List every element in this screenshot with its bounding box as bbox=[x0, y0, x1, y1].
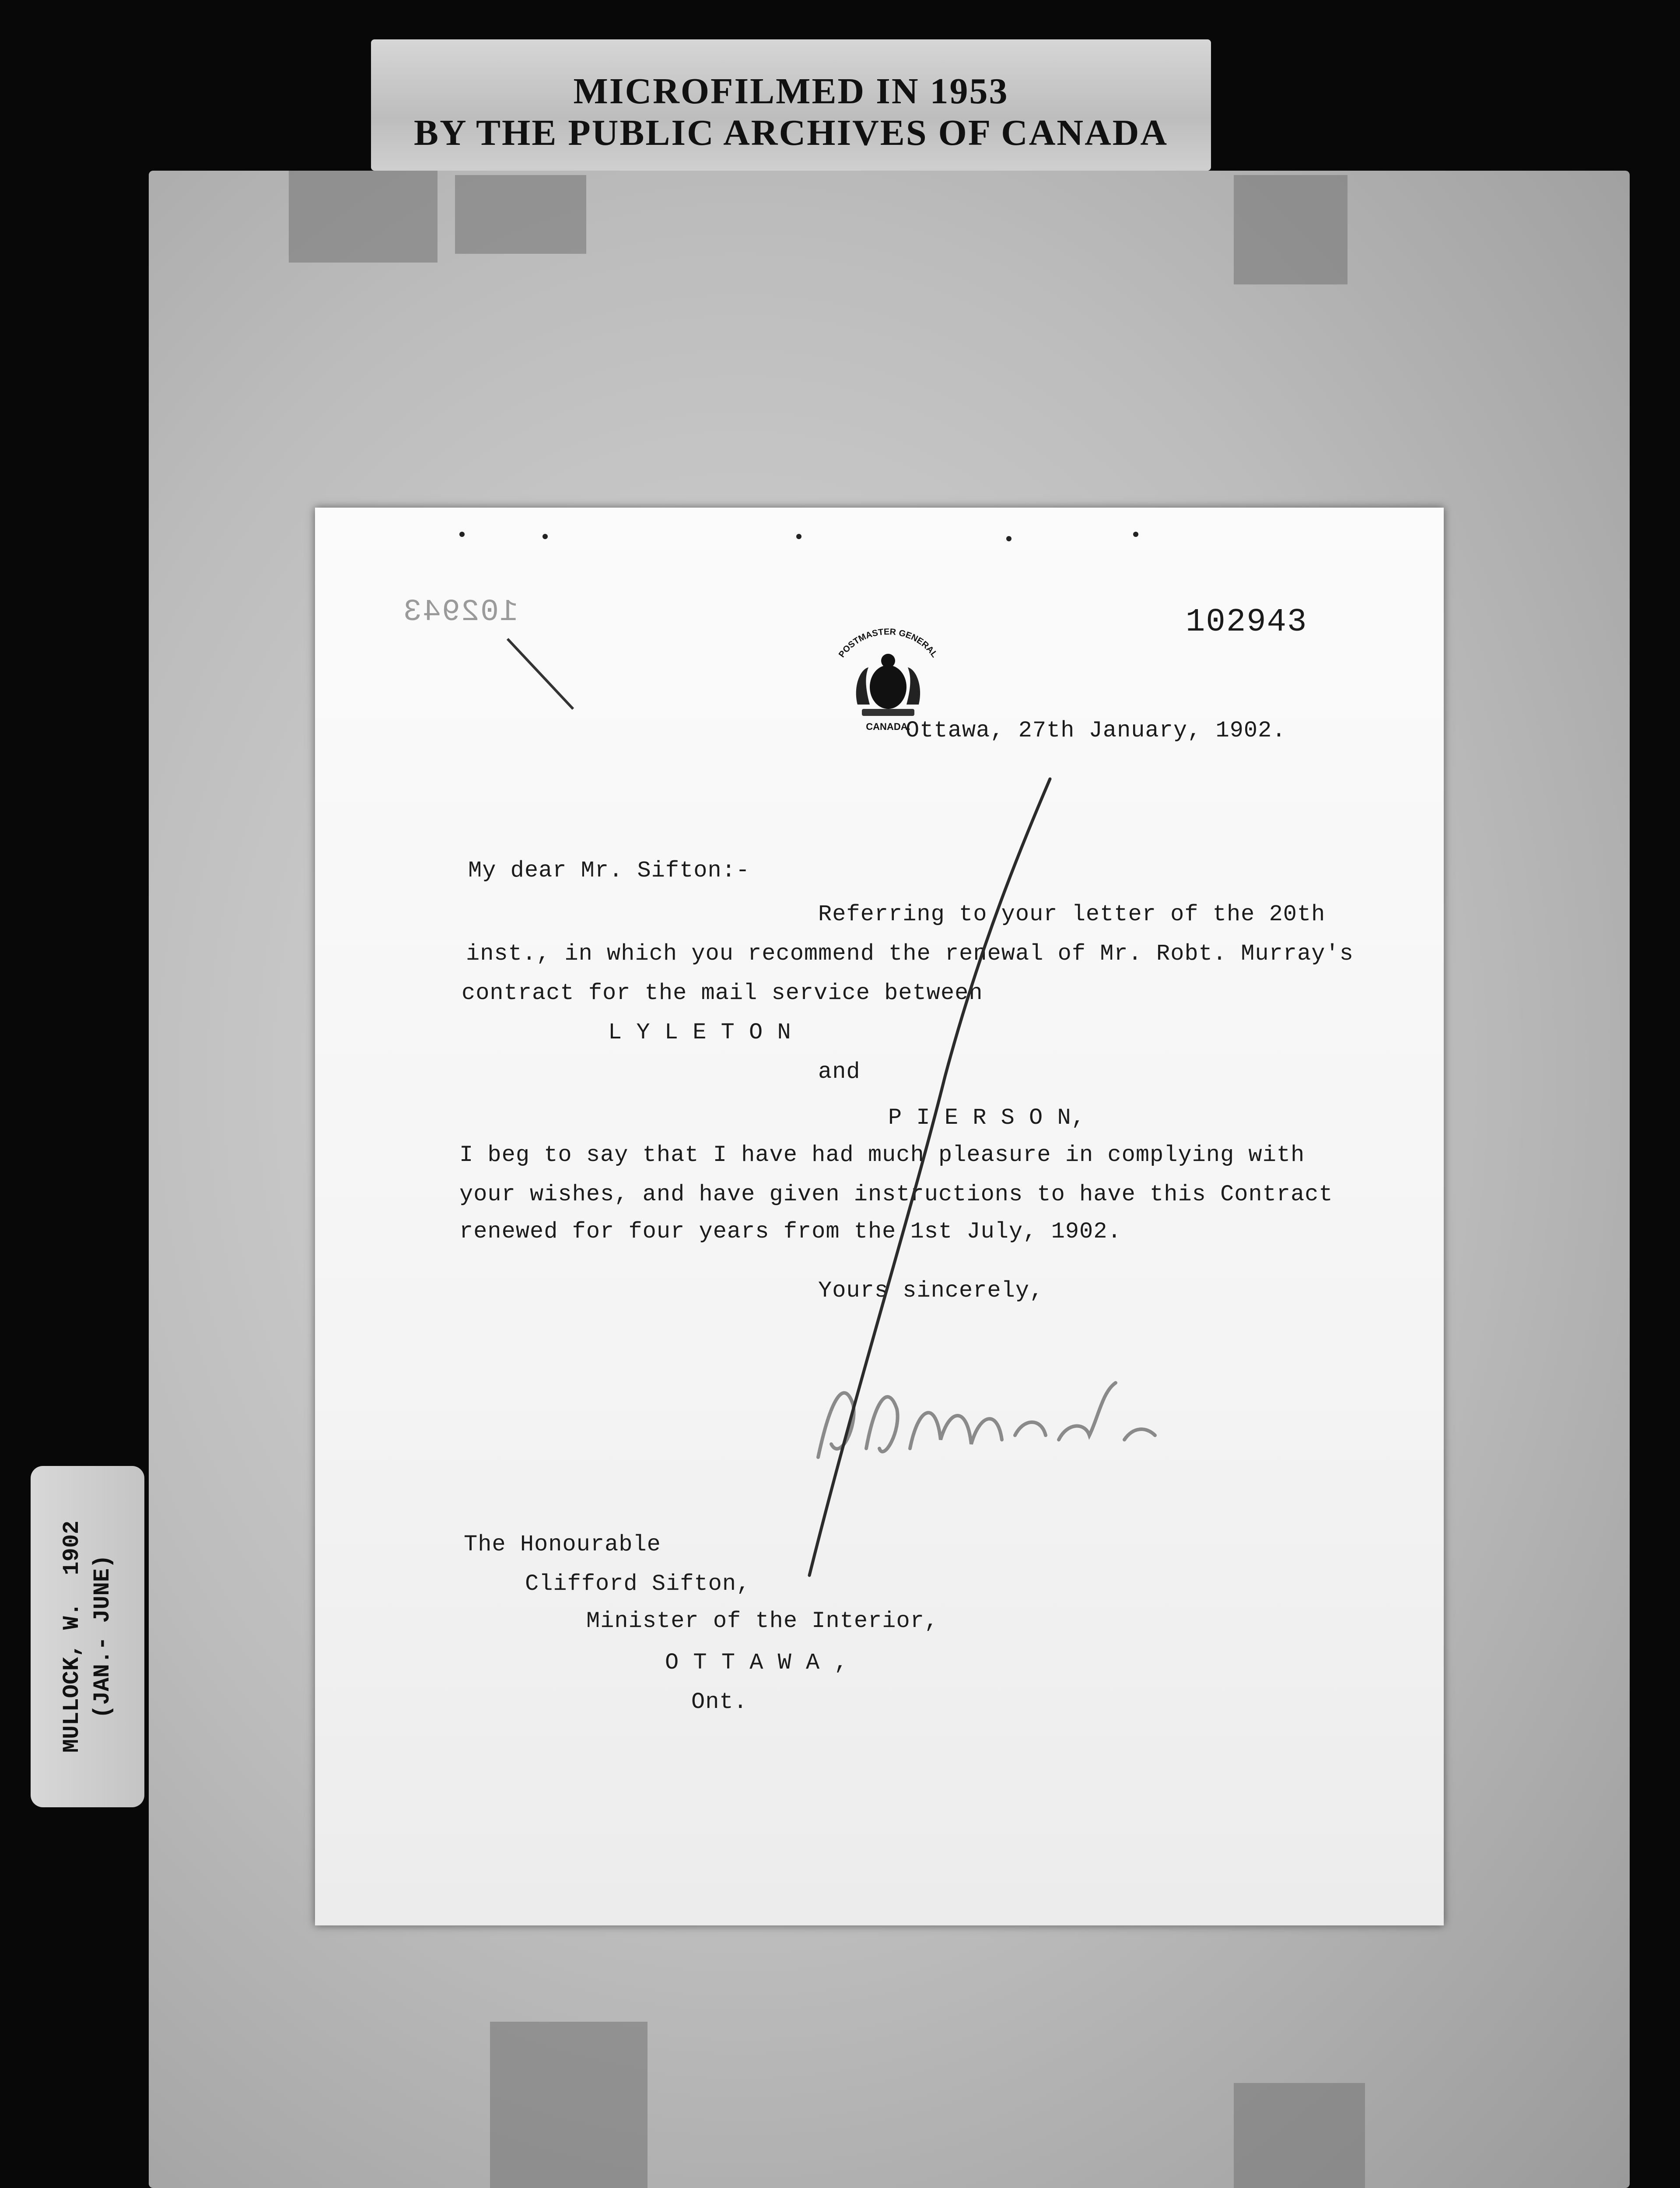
body-line-4: I beg to say that I have had much pleasure in complying with bbox=[459, 1142, 1305, 1168]
and-word: and bbox=[818, 1059, 861, 1085]
tape-top-left bbox=[289, 171, 438, 263]
tape-top-mid bbox=[455, 175, 586, 254]
svg-text:POSTMASTER GENERAL: POSTMASTER GENERAL bbox=[836, 627, 940, 659]
body-line-1: Referring to your letter of the 20th bbox=[818, 901, 1326, 927]
side-label-line1: MULLOCK, W. 1902 bbox=[59, 1520, 85, 1753]
doc-number: 102943 bbox=[1186, 604, 1308, 641]
tape-bottom-left bbox=[490, 2022, 648, 2188]
archive-label-line2: BY THE PUBLIC ARCHIVES OF CANADA bbox=[413, 112, 1169, 153]
addressee-line-5: Ont. bbox=[691, 1689, 748, 1715]
closing: Yours sincerely, bbox=[818, 1278, 1044, 1304]
place-pierson: P I E R S O N, bbox=[888, 1105, 1085, 1131]
body-line-6: renewed for four years from the 1st July, 1902. bbox=[459, 1219, 1122, 1245]
addressee-line-2: Clifford Sifton, bbox=[525, 1571, 751, 1597]
body-line-5: your wishes, and have given instructions to have this Contract bbox=[459, 1182, 1333, 1207]
side-label bbox=[31, 1466, 144, 1807]
tape-top-right bbox=[1234, 175, 1348, 284]
tape-bottom-right bbox=[1234, 2083, 1365, 2188]
addressee-line-4: O T T A W A , bbox=[665, 1650, 848, 1676]
signature bbox=[315, 508, 1444, 1925]
salutation: My dear Mr. Sifton:- bbox=[468, 858, 750, 884]
date-line: Ottawa, 27th January, 1902. bbox=[906, 718, 1286, 743]
body-line-3: contract for the mail service between bbox=[462, 980, 983, 1006]
side-label-line2: (JAN.- JUNE) bbox=[90, 1554, 116, 1719]
letter-page bbox=[315, 508, 1444, 1925]
side-label-text bbox=[57, 1470, 118, 1803]
place-lyleton: L Y L E T O N bbox=[608, 1020, 791, 1045]
archive-label-line1: MICROFILMED IN 1953 bbox=[573, 71, 1009, 112]
svg-text:CANADA.: CANADA. bbox=[866, 721, 910, 732]
mirrored-doc-number: 102943 bbox=[402, 595, 518, 630]
addressee-line-1: The Honourable bbox=[464, 1532, 661, 1557]
addressee-line-3: Minister of the Interior, bbox=[586, 1608, 939, 1634]
body-line-2: inst., in which you recommend the renewal of Mr. Robt. Murray's bbox=[466, 941, 1354, 967]
archive-label bbox=[371, 39, 1211, 171]
